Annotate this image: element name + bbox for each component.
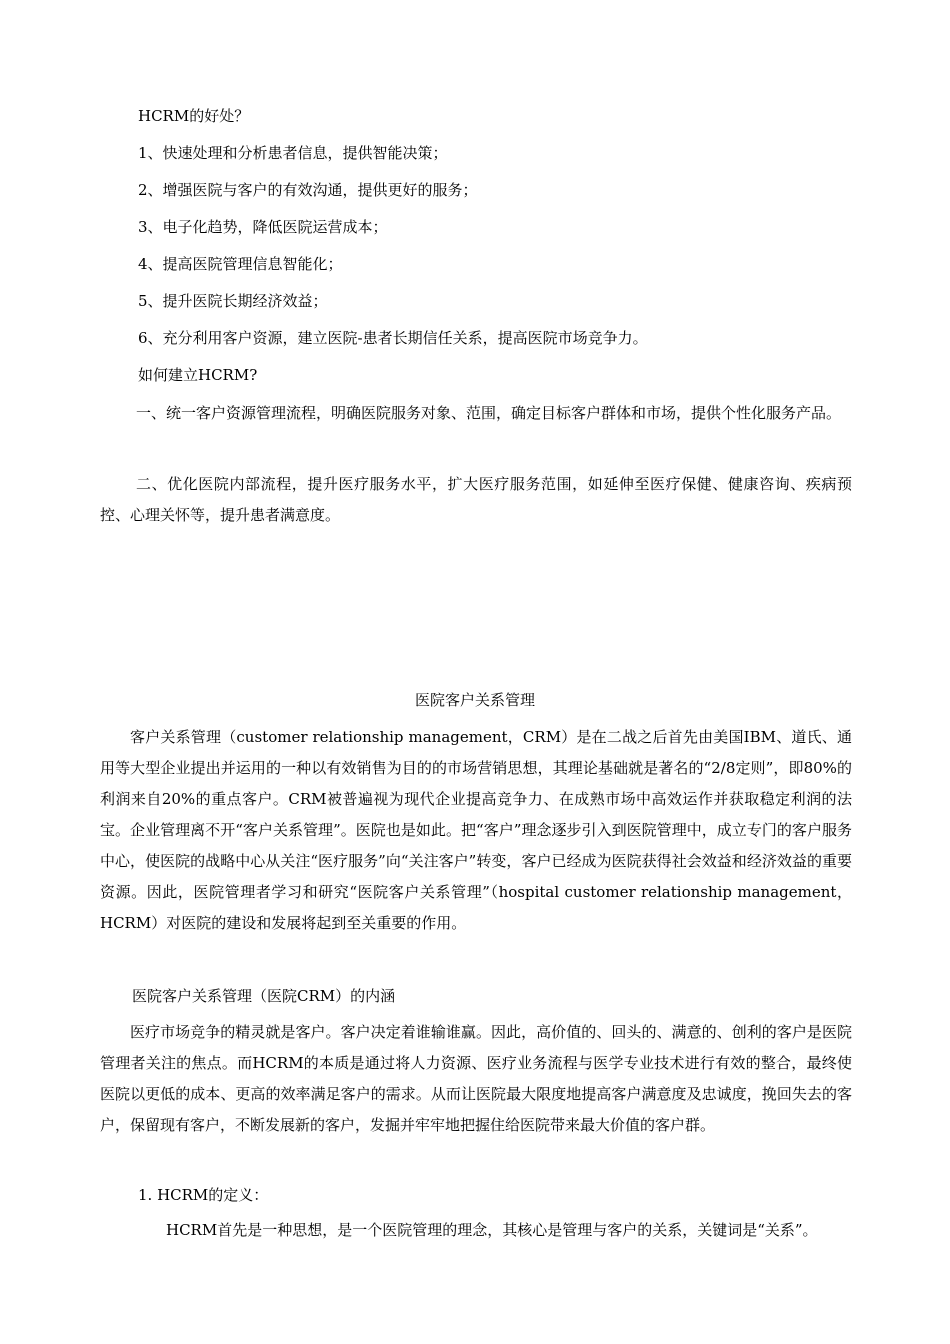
connotation-paragraph: 医疗市场竞争的精灵就是客户。客户决定着谁输谁赢。因此，高价值的、回头的、满意的、创利的客户是医院管理者关注的焦点。而HCRM的本质是通过将人力资源、医疗业务流程与医学专业技术进行有效的整合，最终使医院以更低的成本、更高的效率满足客户的需求。从而让医院最大限度地提高客户满意度及忠诚度，挽回失去的客户，保留现有客户，不断发展新的客户，发掘并牢牢地把握住给医院带来最大价值的客户群。 xyxy=(100,1023,852,1134)
definition-text: HCRM首先是一种思想，是一个医院管理的理念，其核心是管理与客户的关系，关键词是“关系”。 xyxy=(166,1221,818,1239)
build-step-1: 一、统一客户资源管理流程，明确医院服务对象、范围，确定目标客户群体和市场，提供个性化服务产品。 xyxy=(136,404,842,422)
question-how-to-build: 如何建立HCRM? xyxy=(138,366,258,384)
benefit-item-5: 5、提升医院长期经济效益； xyxy=(138,292,328,310)
build-step-2: 二、优化医院内部流程，提升医疗服务水平，扩大医疗服务范围，如延伸至医疗保健、健康咨询、疾病预控、心理关怀等，提升患者满意度。 xyxy=(100,475,852,524)
benefit-item-4: 4、提高医院管理信息智能化； xyxy=(138,255,343,273)
benefit-item-6: 6、充分利用客户资源，建立医院-患者长期信任关系，提高医院市场竞争力。 xyxy=(138,329,648,347)
definition-heading: 1. HCRM的定义： xyxy=(138,1186,269,1204)
intro-paragraph: 客户关系管理（customer relationship management，CRM）是在二战之后首先由美国IBM、道氏、通用等大型企业提出并运用的一种以有效销售为目的的市场营销思想，其理论基础就是著名的“2/8定则”，即80%的利润来自20%的重点客户。CRM被普遍视为现代企业提高竞争力、在成熟市场中高效运作并获取稳定利润的法宝。企业管理离不开“客户关系管理”。医院也是如此。把“客户”理念逐步引入到医院管理中，成立专门的客户服务中心，使医院的战略中心从关注“医疗服务”向“关注客户”转变，客户已经成为医院获得社会效益和经济效益的重要资源。因此，医院管理者学习和研究“医院客户关系管理”（hospital customer relationship management，HCRM）对医院的建设和发展将起到至关重要的作用。 xyxy=(100,728,852,932)
benefit-item-2: 2、增强医院与客户的有效沟通，提供更好的服务； xyxy=(138,181,478,199)
benefit-item-3: 3、电子化趋势，降低医院运营成本； xyxy=(138,218,388,236)
subheading-connotation: 医院客户关系管理（医院CRM）的内涵 xyxy=(132,987,396,1005)
section-title: 医院客户关系管理 xyxy=(414,691,535,709)
benefit-item-1: 1、快速处理和分析患者信息，提供智能决策； xyxy=(138,144,448,162)
question-benefits: HCRM的好处？ xyxy=(138,107,250,125)
